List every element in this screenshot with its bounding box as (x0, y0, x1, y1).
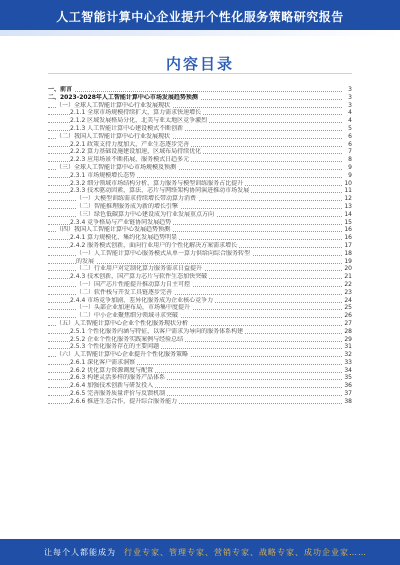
toc-entry-page: 32 (342, 351, 352, 359)
toc-entry-page: 13 (342, 203, 352, 211)
toc-entry-page: 8 (342, 156, 352, 164)
toc-entry-page: 28 (342, 328, 352, 336)
toc-entry-page: 4 (342, 109, 352, 117)
toc-entry[interactable] (48, 289, 352, 297)
toc-entry-title: （二）我国人工智能计算中心行业发展现状 (56, 132, 171, 140)
toc-entry[interactable] (48, 304, 352, 312)
toc-entry[interactable] (48, 219, 352, 227)
toc-entry-title: （一）大模型训练需求持续增长带动算力消费 (76, 195, 197, 203)
toc-entry-page: 37 (342, 390, 352, 398)
toc-entry[interactable] (48, 258, 352, 266)
toc-entry-page: 22 (342, 281, 352, 289)
toc-entry-page: 24 (342, 297, 352, 305)
toc-entry[interactable] (48, 125, 352, 133)
toc-entry-page: 20 (342, 265, 352, 273)
toc-entry[interactable] (48, 234, 352, 242)
toc-entry-title: 2.1.2 区域发展格局分化，北美与亚太地区竞争激烈 (70, 117, 208, 125)
toc-entry-page: 18 (342, 250, 352, 258)
toc-entry-title: 2.4.4 市场竞争加剧，差异化服务成为企业核心竞争力 (70, 296, 214, 304)
toc-entry-title: 2.6.6 推进生态合作，提升综合服务能力 (70, 397, 178, 405)
toc-entry-title: （一）全球人工智能计算中心行业发展现状 (56, 101, 171, 109)
divider (48, 73, 352, 74)
toc-entry[interactable] (48, 351, 352, 359)
toc-entry-title: （一）头部企业加速布局，市场集中度提升 (76, 304, 191, 312)
toc-entry-page: 4 (342, 117, 352, 125)
toc-entry-title: 2.5.1 个性化服务内涵与特征，以客户需求为导向的服务体系构建 (70, 327, 244, 335)
toc-entry-page: 23 (342, 289, 352, 297)
toc-entry[interactable] (48, 312, 352, 320)
toc-entry-page: 11 (342, 187, 352, 195)
toc-entry-page: 9 (342, 164, 352, 172)
toc-heading: 内容目录 (165, 55, 234, 73)
toc-entry-title: （一）国产芯片性能提升推动算力自主可控 (76, 280, 191, 288)
toc-entry-title: 2.6.4 加强技术创新与研发投入 (70, 382, 154, 390)
toc-entry-page: 12 (342, 195, 352, 203)
toc-entry[interactable] (48, 133, 352, 141)
table-of-contents (48, 86, 352, 406)
toc-entry[interactable] (48, 226, 352, 234)
toc-entry-title: 2.6.1 深化客户需求洞察 (70, 358, 136, 366)
toc-entry-page: 34 (342, 367, 352, 375)
toc-entry-page: 38 (342, 398, 352, 406)
toc-entry[interactable] (48, 86, 352, 94)
toc-entry-page: 7 (342, 148, 352, 156)
toc-entry[interactable] (48, 398, 352, 406)
toc-entry-page: 35 (342, 374, 352, 382)
toc-entry-page: 25 (342, 304, 352, 312)
footer-band (0, 539, 400, 565)
toc-entry[interactable] (48, 367, 352, 375)
toc-entry-title: 2.6.5 完善服务质量评价与反馈机制 (70, 390, 166, 398)
toc-entry-title: 2.2.3 应用场景不断拓展，服务模式日趋多元 (70, 156, 190, 164)
toc-entry-title: 2.3.2 细分领域市场结构分析，算力服务与模型训练服务占比提升 (70, 179, 244, 187)
toc-entry-title: （二）行业用户对定制化算力服务需求日益提升 (76, 265, 203, 273)
toc-entry-title: 2.4.3 技术创新，国产算力芯片与软件生态加快突破 (70, 273, 208, 281)
toc-entry-page: 15 (342, 219, 352, 227)
toc-entry[interactable] (48, 148, 352, 156)
toc-entry-page: 36 (342, 382, 352, 390)
toc-entry-page: 3 (342, 86, 352, 94)
toc-entry[interactable] (48, 164, 352, 172)
toc-entry-page: 27 (342, 320, 352, 328)
dot-leader (48, 91, 342, 92)
toc-entry[interactable] (48, 109, 352, 117)
toc-entry[interactable] (48, 172, 352, 180)
toc-entry[interactable] (48, 390, 352, 398)
toc-entry-page: 16 (342, 234, 352, 242)
toc-entry-page: 14 (342, 211, 352, 219)
toc-entry-title: （二）中小企业聚焦细分领域寻求突破 (76, 312, 179, 320)
toc-entry-title: 2.4.1 算力规模化、集约化发展趋势明显 (70, 234, 178, 242)
toc-entry-title: 一、前言 (48, 86, 73, 93)
toc-entry-page: 3 (342, 94, 352, 102)
toc-entry[interactable] (48, 250, 352, 258)
toc-entry[interactable] (48, 156, 352, 164)
toc-entry[interactable] (48, 242, 352, 250)
toc-entry-title: （一）人工智能计算中心服务模式从单一算力供给向综合服务转型 (76, 249, 251, 257)
toc-entry[interactable] (48, 320, 352, 328)
toc-entry-page: 10 (342, 180, 352, 188)
toc-entry-page: 26 (342, 312, 352, 320)
toc-entry-page: 5 (342, 125, 352, 133)
toc-entry[interactable] (48, 328, 352, 336)
footer-tagline: 行业专家、管理专家、营销专家、战略专家、成功企业家…… (124, 548, 367, 557)
header-accent-stripe (0, 30, 400, 36)
toc-entry-title: （三）全球人工智能计算中心市场规模及预测 (56, 163, 177, 171)
toc-entry-page: 29 (342, 336, 352, 344)
toc-entry-title: 2.1.3 人工智能计算中心建设模式不断创新 (70, 124, 184, 132)
footer-slogan: 让每个人都能成为 (44, 548, 116, 557)
toc-entry-title: 2.5.2 企业个性化服务实践案例与经验总结 (70, 335, 184, 343)
toc-entry-title: 2.2.2 算力基础设施建设加速，区域布局持续优化 (70, 148, 202, 156)
toc-entry[interactable] (48, 374, 352, 382)
toc-entry-page: 17 (342, 242, 352, 250)
toc-entry[interactable] (48, 211, 352, 219)
toc-entry[interactable] (48, 336, 352, 344)
toc-entry-title: （四）我国人工智能计算中心发展趋势预测 (56, 226, 171, 234)
toc-entry-title: 的发展 (76, 257, 95, 265)
toc-entry-title: （二）智能推理服务成为新的增长引擎 (76, 202, 179, 210)
toc-entry[interactable] (48, 265, 352, 273)
toc-entry-title: 2.3.1 市场规模增长态势 (70, 171, 136, 179)
toc-entry[interactable] (48, 180, 352, 188)
toc-entry[interactable] (48, 117, 352, 125)
toc-entry-title: （三）绿色低碳算力中心建设成为行业发展重点方向 (76, 210, 215, 218)
toc-entry-title: 2.3.3 技术驱动因素，算法、芯片与网络架构协同演进推动市场发展 (70, 187, 250, 195)
toc-entry-title: （五）人工智能计算中心企业个性化服务现状分析 (56, 319, 189, 327)
toc-entry-title: 2.6.3 构建灵活多样的服务产品体系 (70, 374, 166, 382)
toc-entry[interactable] (48, 102, 352, 110)
toc-entry-title: 2.2.1 政策支持力度加大，产业生态逐步完善 (70, 140, 190, 148)
toc-entry-page: 3 (342, 102, 352, 110)
toc-entry-page: 16 (342, 226, 352, 234)
toc-entry-page: 19 (342, 258, 352, 266)
toc-entry-title: 2.6.2 优化算力资源调度与配置 (70, 366, 154, 374)
toc-entry-page: 6 (342, 133, 352, 141)
toc-entry-page: 9 (342, 172, 352, 180)
toc-entry[interactable] (48, 187, 352, 195)
toc-entry-title: 二、2023-2028年人工智能计算中心市场发展趋势预测 (48, 93, 198, 101)
toc-entry-page: 31 (342, 343, 352, 351)
toc-entry[interactable] (48, 281, 352, 289)
toc-entry-page: 21 (342, 273, 352, 281)
toc-entry[interactable] (48, 359, 352, 367)
toc-entry[interactable] (48, 273, 352, 281)
toc-entry-title: 2.5.3 个性化服务存在的主要问题 (70, 343, 160, 351)
toc-entry-title: 2.3.4 竞争格局与产业链协同发展趋势 (70, 218, 172, 226)
report-title: 人工智能计算中心企业提升个性化服务策略研究报告 (56, 10, 344, 24)
toc-entry[interactable] (48, 141, 352, 149)
toc-entry-title: 2.1.1 全球市场规模持续扩大，算力需求快速增长 (70, 109, 202, 117)
toc-entry-title: （二）软件栈与开发工具链逐步完善 (76, 288, 173, 296)
toc-entry[interactable] (48, 382, 352, 390)
toc-entry[interactable] (48, 195, 352, 203)
toc-entry-page: 6 (342, 141, 352, 149)
header-band (0, 0, 400, 30)
toc-entry[interactable] (48, 94, 352, 102)
toc-entry-title: 2.4.2 服务模式创新，面向行业用户的个性化解决方案需求增长 (70, 241, 238, 249)
toc-entry[interactable] (48, 297, 352, 305)
toc-entry-title: （六）人工智能计算中心企业提升个性化服务策略 (56, 351, 189, 359)
toc-entry-page: 33 (342, 359, 352, 367)
toc-entry[interactable] (48, 343, 352, 351)
toc-entry[interactable] (48, 203, 352, 211)
